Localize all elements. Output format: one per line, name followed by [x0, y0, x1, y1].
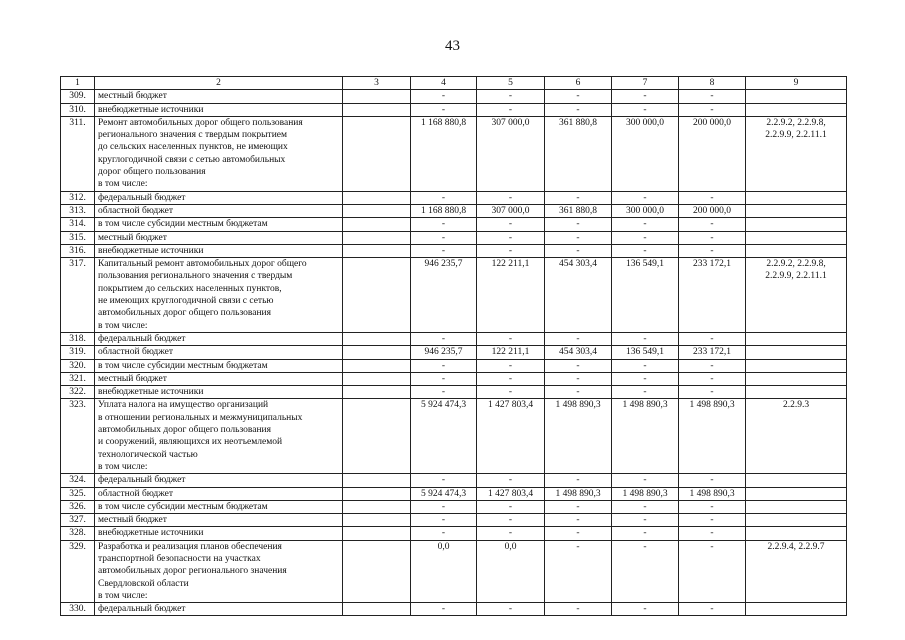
value-cell-c3 [343, 332, 411, 345]
value-cell-c3 [343, 527, 411, 540]
reference-cell [746, 474, 847, 487]
value-cell-c3 [343, 540, 411, 602]
description-line: в том числе субсидии местным бюджетам [98, 360, 268, 371]
value-cell-c3 [343, 218, 411, 231]
value-cell-c5: - [477, 90, 545, 103]
reference-cell [746, 103, 847, 116]
value-cell-c3 [343, 487, 411, 500]
value-cell-c7: - [612, 603, 679, 616]
value-cell-c6: - [545, 231, 612, 244]
value-cell-c8: - [679, 603, 746, 616]
description-line: Капитальный ремонт автомобильных дорог общего [98, 259, 307, 270]
value-cell-c8: - [679, 514, 746, 527]
value-cell-c5: - [477, 527, 545, 540]
value-cell-c5: - [477, 191, 545, 204]
value-cell-c6: - [545, 372, 612, 385]
reference-cell [746, 399, 847, 474]
value-cell-c4: - [411, 386, 477, 399]
reference-line: 2.2.9.2, 2.2.9.8, [766, 259, 826, 270]
reference-cell [746, 204, 847, 217]
value-cell-c5: - [477, 218, 545, 231]
value-cell-c8: - [679, 244, 746, 257]
row-description [95, 103, 343, 116]
value-cell-c7: - [612, 332, 679, 345]
table-row [61, 386, 847, 399]
value-cell-c3 [343, 103, 411, 116]
row-number: 330. [61, 603, 95, 616]
reference-cell [746, 191, 847, 204]
value-cell-c8: 233 172,1 [679, 346, 746, 359]
row-description [95, 527, 343, 540]
description-line: транспортной безопасности на участках [98, 553, 261, 564]
value-cell-c6: - [545, 540, 612, 602]
budget-table [60, 76, 847, 616]
value-cell-c7: - [612, 372, 679, 385]
value-cell-c7: 136 549,1 [612, 346, 679, 359]
value-cell-c6: - [545, 103, 612, 116]
row-number: 322. [61, 386, 95, 399]
value-cell-c8: - [679, 540, 746, 602]
value-cell-c5: - [477, 386, 545, 399]
table-row [61, 474, 847, 487]
value-cell-c5: - [477, 474, 545, 487]
value-cell-c5: - [477, 103, 545, 116]
row-description [95, 231, 343, 244]
value-cell-c4: - [411, 372, 477, 385]
column-header: 3 [343, 77, 411, 90]
description-line: федеральный бюджет [98, 604, 186, 615]
table-row [61, 399, 847, 474]
table-row [61, 332, 847, 345]
row-description [95, 116, 343, 191]
description-line: не имеющих круглогодичной связи с сетью [98, 296, 274, 307]
table-row [61, 514, 847, 527]
row-description [95, 372, 343, 385]
value-cell-c5: 307 000,0 [477, 204, 545, 217]
description-line: местный бюджет [98, 373, 167, 384]
value-cell-c3 [343, 346, 411, 359]
value-cell-c8: 200 000,0 [679, 204, 746, 217]
value-cell-c4: - [411, 514, 477, 527]
value-cell-c8: - [679, 231, 746, 244]
value-cell-c6: - [545, 527, 612, 540]
value-cell-c3 [343, 258, 411, 333]
table-row [61, 244, 847, 257]
value-cell-c6: - [545, 359, 612, 372]
description-line: пользования регионального значения с твердым [98, 271, 293, 282]
value-cell-c5: - [477, 332, 545, 345]
value-cell-c3 [343, 191, 411, 204]
value-cell-c4: - [411, 191, 477, 204]
column-header: 4 [411, 77, 477, 90]
value-cell-c4: - [411, 90, 477, 103]
description-line: в том числе: [98, 179, 148, 190]
value-cell-c5: 122 211,1 [477, 346, 545, 359]
row-description [95, 218, 343, 231]
value-cell-c6: - [545, 603, 612, 616]
reference-line: 2.2.9.3 [782, 400, 810, 411]
value-cell-c8: - [679, 372, 746, 385]
value-cell-c7: 1 498 890,3 [612, 487, 679, 500]
row-number: 311. [61, 116, 95, 191]
reference-cell [746, 527, 847, 540]
reference-cell [746, 500, 847, 513]
description-line: Ремонт автомобильных дорог общего пользования [98, 117, 303, 128]
value-cell-c6: - [545, 500, 612, 513]
value-cell-c7: - [612, 527, 679, 540]
value-cell-c5: 122 211,1 [477, 258, 545, 333]
value-cell-c8: - [679, 359, 746, 372]
value-cell-c6: 454 303,4 [545, 258, 612, 333]
row-description [95, 258, 343, 333]
table-body [61, 90, 847, 616]
value-cell-c6: - [545, 386, 612, 399]
reference-line: 2.2.9.2, 2.2.9.8, [766, 117, 826, 128]
value-cell-c4: 946 235,7 [411, 258, 477, 333]
description-line: федеральный бюджет [98, 333, 186, 344]
description-line: круглогодичной связи с сетью автомобильных [98, 154, 286, 165]
description-line: внебюджетные источники [98, 387, 204, 398]
row-description [95, 346, 343, 359]
row-number: 321. [61, 372, 95, 385]
value-cell-c3 [343, 372, 411, 385]
row-description [95, 386, 343, 399]
value-cell-c8: - [679, 90, 746, 103]
reference-cell [746, 231, 847, 244]
description-line: в том числе: [98, 461, 148, 472]
value-cell-c4: - [411, 218, 477, 231]
row-number: 324. [61, 474, 95, 487]
value-cell-c6: 361 880,8 [545, 116, 612, 191]
value-cell-c5: - [477, 231, 545, 244]
value-cell-c7: - [612, 500, 679, 513]
description-line: внебюджетные источники [98, 104, 204, 115]
value-cell-c3 [343, 603, 411, 616]
description-line: Свердловской области [98, 578, 189, 589]
reference-cell [746, 386, 847, 399]
value-cell-c8: - [679, 500, 746, 513]
column-header: 7 [612, 77, 679, 90]
value-cell-c6: 1 498 890,3 [545, 487, 612, 500]
header-row [61, 77, 847, 90]
description-line: внебюджетные источники [98, 528, 204, 539]
value-cell-c4: 5 924 474,3 [411, 487, 477, 500]
value-cell-c5: 1 427 803,4 [477, 487, 545, 500]
table-row [61, 191, 847, 204]
value-cell-c4: - [411, 474, 477, 487]
description-line: автомобильных дорог общего пользования [98, 425, 272, 436]
description-line: федеральный бюджет [98, 192, 186, 203]
value-cell-c6: 1 498 890,3 [545, 399, 612, 474]
table-row [61, 90, 847, 103]
column-header: 8 [679, 77, 746, 90]
table-row [61, 204, 847, 217]
value-cell-c7: 300 000,0 [612, 116, 679, 191]
row-description [95, 474, 343, 487]
description-line: внебюджетные источники [98, 245, 204, 256]
description-line: в том числе субсидии местным бюджетам [98, 501, 268, 512]
column-header: 6 [545, 77, 612, 90]
value-cell-c8: 233 172,1 [679, 258, 746, 333]
value-cell-c4: - [411, 359, 477, 372]
value-cell-c3 [343, 231, 411, 244]
value-cell-c6: 361 880,8 [545, 204, 612, 217]
value-cell-c4: 5 924 474,3 [411, 399, 477, 474]
description-line: Уплата налога на имущество организаций [98, 400, 269, 411]
row-number: 313. [61, 204, 95, 217]
table-row [61, 258, 847, 333]
value-cell-c6: - [545, 514, 612, 527]
value-cell-c5: - [477, 500, 545, 513]
row-number: 312. [61, 191, 95, 204]
reference-cell [746, 90, 847, 103]
reference-cell [746, 258, 847, 333]
value-cell-c8: - [679, 332, 746, 345]
description-line: в том числе субсидии местным бюджетам [98, 219, 268, 230]
reference-cell [746, 244, 847, 257]
table-row [61, 372, 847, 385]
value-cell-c6: - [545, 474, 612, 487]
table-row [61, 346, 847, 359]
reference-line: 2.2.9.9, 2.2.11.1 [765, 130, 827, 141]
reference-cell [746, 332, 847, 345]
reference-cell [746, 346, 847, 359]
description-line: федеральный бюджет [98, 475, 186, 486]
value-cell-c8: - [679, 527, 746, 540]
row-number: 309. [61, 90, 95, 103]
row-number: 329. [61, 540, 95, 602]
description-line: Разработка и реализация планов обеспечения [98, 541, 282, 552]
value-cell-c4: - [411, 103, 477, 116]
value-cell-c6: - [545, 191, 612, 204]
row-number: 320. [61, 359, 95, 372]
row-number: 317. [61, 258, 95, 333]
value-cell-c8: 1 498 890,3 [679, 487, 746, 500]
table-row [61, 500, 847, 513]
value-cell-c8: 200 000,0 [679, 116, 746, 191]
description-line: до сельских населенных пунктов, не имеющих [98, 142, 288, 153]
value-cell-c3 [343, 514, 411, 527]
value-cell-c7: - [612, 90, 679, 103]
column-header: 9 [746, 77, 847, 90]
description-line: технологической частью [98, 449, 198, 460]
row-number: 319. [61, 346, 95, 359]
table-row [61, 540, 847, 602]
value-cell-c3 [343, 90, 411, 103]
description-line: автомобильных дорог общего пользования [98, 308, 272, 319]
value-cell-c4: - [411, 603, 477, 616]
value-cell-c5: - [477, 372, 545, 385]
value-cell-c8: 1 498 890,3 [679, 399, 746, 474]
value-cell-c4: 946 235,7 [411, 346, 477, 359]
value-cell-c7: 136 549,1 [612, 258, 679, 333]
row-number: 316. [61, 244, 95, 257]
value-cell-c8: - [679, 103, 746, 116]
description-line: областной бюджет [98, 205, 174, 216]
reference-cell [746, 487, 847, 500]
row-description [95, 332, 343, 345]
description-line: в отношении региональных и межмуниципальных [98, 412, 303, 423]
value-cell-c7: - [612, 244, 679, 257]
row-number: 314. [61, 218, 95, 231]
value-cell-c5: - [477, 603, 545, 616]
value-cell-c3 [343, 116, 411, 191]
budget-table-container [60, 76, 846, 616]
table-row [61, 116, 847, 191]
value-cell-c7: - [612, 474, 679, 487]
value-cell-c6: - [545, 90, 612, 103]
column-header: 5 [477, 77, 545, 90]
description-line: областной бюджет [98, 347, 174, 358]
value-cell-c8: - [679, 386, 746, 399]
row-number: 323. [61, 399, 95, 474]
row-number: 325. [61, 487, 95, 500]
value-cell-c8: - [679, 218, 746, 231]
row-description [95, 603, 343, 616]
table-row [61, 359, 847, 372]
value-cell-c7: - [612, 386, 679, 399]
reference-cell [746, 372, 847, 385]
reference-line: 2.2.9.4, 2.2.9.7 [767, 541, 825, 552]
value-cell-c3 [343, 244, 411, 257]
description-line: автомобильных дорог регионального значения [98, 566, 287, 577]
value-cell-c7: - [612, 231, 679, 244]
reference-cell [746, 603, 847, 616]
row-description [95, 514, 343, 527]
reference-line: 2.2.9.9, 2.2.11.1 [765, 271, 827, 282]
value-cell-c8: - [679, 474, 746, 487]
row-number: 326. [61, 500, 95, 513]
description-line: в том числе: [98, 320, 148, 331]
value-cell-c3 [343, 386, 411, 399]
value-cell-c7: 1 498 890,3 [612, 399, 679, 474]
description-line: местный бюджет [98, 232, 167, 243]
value-cell-c4: - [411, 332, 477, 345]
value-cell-c5: 307 000,0 [477, 116, 545, 191]
value-cell-c4: - [411, 231, 477, 244]
value-cell-c5: - [477, 244, 545, 257]
table-row [61, 218, 847, 231]
value-cell-c5: - [477, 514, 545, 527]
row-description [95, 359, 343, 372]
value-cell-c7: - [612, 103, 679, 116]
value-cell-c4: - [411, 500, 477, 513]
row-description [95, 399, 343, 474]
column-header: 1 [61, 77, 95, 90]
column-header: 2 [95, 77, 343, 90]
value-cell-c3 [343, 500, 411, 513]
value-cell-c3 [343, 474, 411, 487]
value-cell-c7: - [612, 540, 679, 602]
description-line: областной бюджет [98, 488, 174, 499]
value-cell-c5: - [477, 359, 545, 372]
value-cell-c3 [343, 204, 411, 217]
row-description [95, 90, 343, 103]
row-description [95, 204, 343, 217]
value-cell-c4: 0,0 [411, 540, 477, 602]
value-cell-c6: - [545, 332, 612, 345]
description-line: в том числе: [98, 590, 148, 601]
reference-cell [746, 218, 847, 231]
row-description [95, 500, 343, 513]
value-cell-c7: - [612, 191, 679, 204]
value-cell-c4: 1 168 880,8 [411, 204, 477, 217]
row-description [95, 540, 343, 602]
row-number: 328. [61, 527, 95, 540]
value-cell-c5: 0,0 [477, 540, 545, 602]
value-cell-c6: - [545, 244, 612, 257]
table-row [61, 231, 847, 244]
value-cell-c7: - [612, 218, 679, 231]
value-cell-c4: - [411, 244, 477, 257]
value-cell-c6: - [545, 218, 612, 231]
row-number: 327. [61, 514, 95, 527]
reference-cell [746, 514, 847, 527]
table-row [61, 527, 847, 540]
description-line: дорог общего пользования [98, 167, 206, 178]
value-cell-c8: - [679, 191, 746, 204]
row-description [95, 244, 343, 257]
value-cell-c5: 1 427 803,4 [477, 399, 545, 474]
value-cell-c7: - [612, 359, 679, 372]
value-cell-c4: 1 168 880,8 [411, 116, 477, 191]
reference-cell [746, 116, 847, 191]
description-line: покрытием до сельских населенных пунктов, [98, 283, 282, 294]
row-number: 315. [61, 231, 95, 244]
table-row [61, 103, 847, 116]
table-row [61, 487, 847, 500]
row-description [95, 191, 343, 204]
value-cell-c4: - [411, 527, 477, 540]
value-cell-c7: 300 000,0 [612, 204, 679, 217]
description-line: местный бюджет [98, 515, 167, 526]
reference-cell [746, 540, 847, 602]
reference-cell [746, 359, 847, 372]
value-cell-c3 [343, 399, 411, 474]
description-line: местный бюджет [98, 91, 167, 102]
description-line: регионального значения с твердым покрытием [98, 130, 288, 141]
page-number: 43 [445, 38, 460, 54]
description-line: и сооружений, являющихся их неотъемлемой [98, 437, 283, 448]
value-cell-c3 [343, 359, 411, 372]
table-row [61, 603, 847, 616]
value-cell-c7: - [612, 514, 679, 527]
row-description [95, 487, 343, 500]
row-number: 310. [61, 103, 95, 116]
row-number: 318. [61, 332, 95, 345]
value-cell-c6: 454 303,4 [545, 346, 612, 359]
